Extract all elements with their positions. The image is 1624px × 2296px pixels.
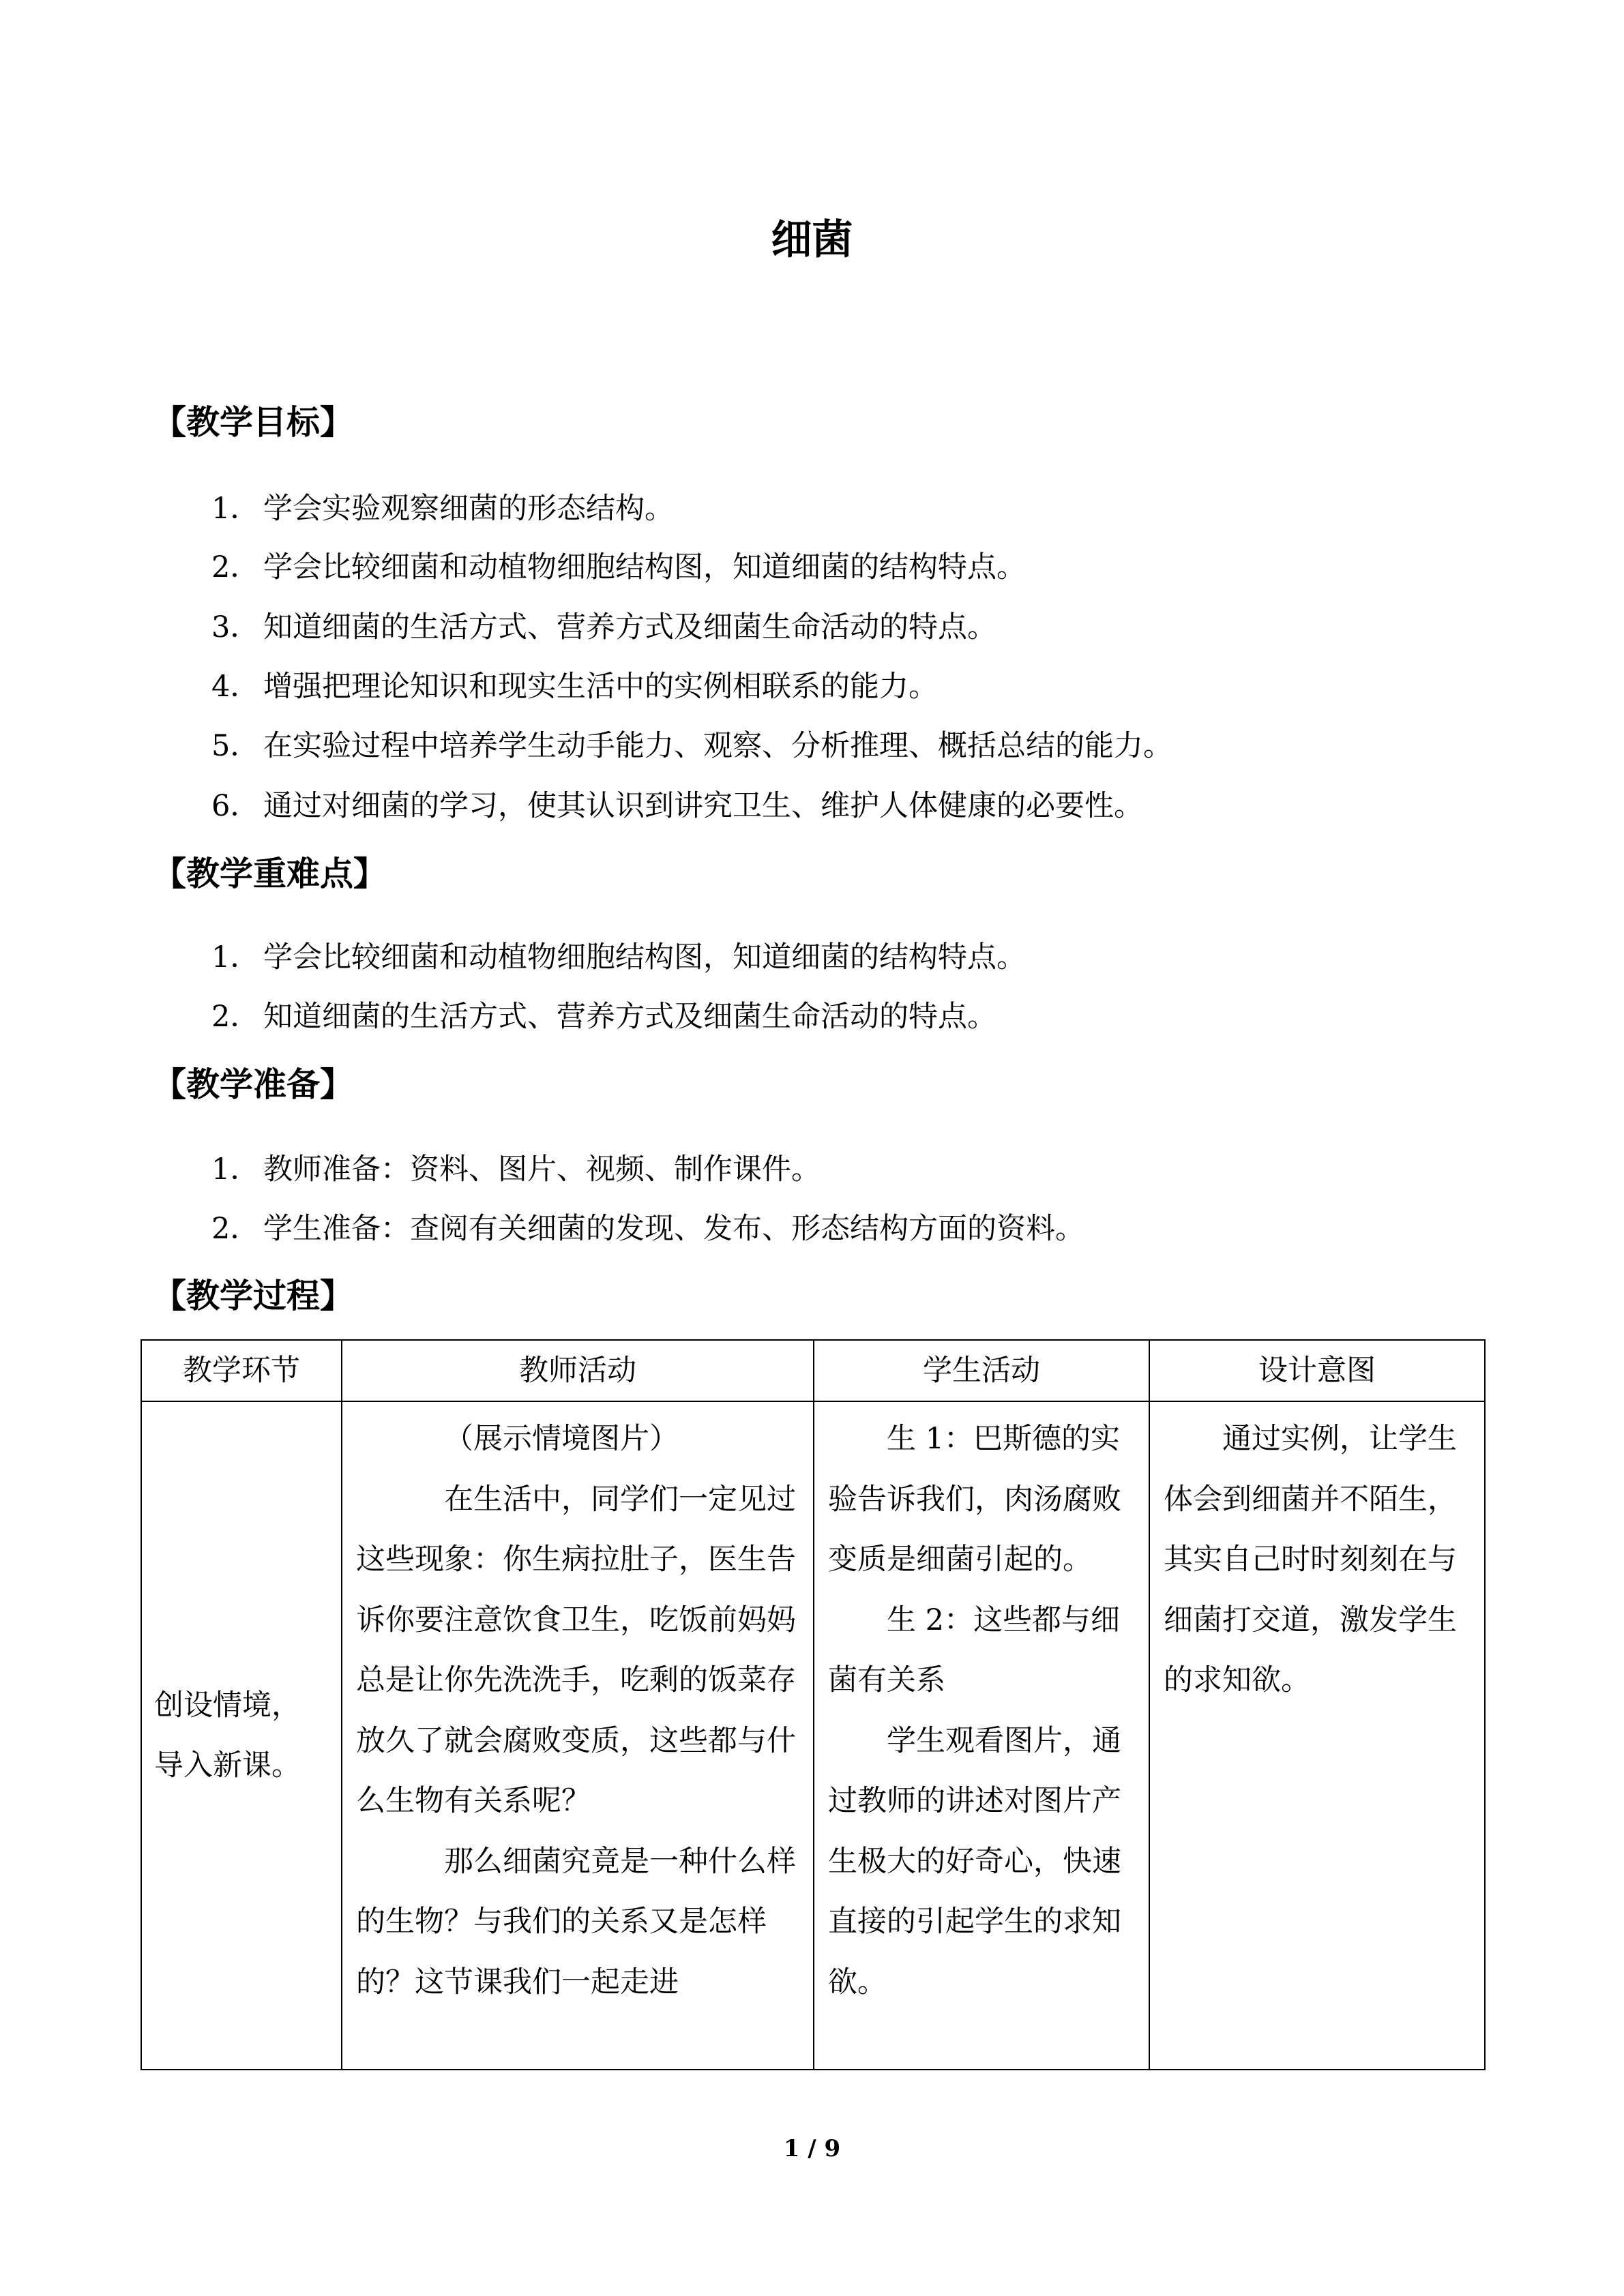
teacher-activity-paragraph: 那么细菌究竟是一种什么样的生物？与我们的关系又是怎样的？这节课我们一起走进	[356, 1844, 796, 1999]
item-text: 知道细菌的生活方式、营养方式及细菌生命活动的特点。	[263, 1000, 996, 1034]
table-row	[141, 1401, 1485, 2070]
student-activity-paragraph: 学生观看图片，通过教师的讲述对图片产生极大的好奇心，快速直接的引起学生的求知欲。	[828, 1723, 1121, 1999]
table-header-row	[141, 1340, 1485, 1401]
preparation-item	[211, 1208, 1084, 1249]
item-number: 3．	[211, 610, 260, 644]
objective-item	[211, 666, 938, 707]
item-number: 1．	[211, 940, 260, 974]
key-point-item	[211, 937, 1026, 978]
item-number: 6．	[211, 789, 260, 823]
column-header-student-activity: 学生活动	[814, 1340, 1149, 1401]
item-text: 通过对细菌的学习，使其认识到讲究卫生、维护人体健康的必要性。	[263, 789, 1143, 823]
document-title: 细菌	[771, 216, 853, 264]
objective-item	[211, 726, 1172, 766]
column-header-design-intent: 设计意图	[1149, 1340, 1485, 1401]
item-text: 知道细菌的生活方式、营养方式及细菌生命活动的特点。	[263, 610, 996, 644]
column-header-stage: 教学环节	[141, 1340, 342, 1401]
item-text: 学会比较细菌和动植物细胞结构图，知道细菌的结构特点。	[263, 550, 1026, 584]
item-number: 2．	[211, 1000, 260, 1034]
column-header-teacher-activity: 教师活动	[342, 1340, 814, 1401]
teacher-activity-paragraph: 在生活中，同学们一定见过这些现象：你生病拉肚子，医生告诉你要注意饮食卫生，吃饭前妈妈总是让你先洗洗手，吃剩的饭菜存放久了就会腐败变质，这些都与什么生物有关系呢？	[356, 1482, 796, 1818]
stage-text: 创设情境，导入新课。	[154, 1688, 301, 1783]
section-heading-preparation: 【教学准备】	[153, 1065, 354, 1104]
section-heading-process: 【教学过程】	[153, 1277, 354, 1315]
design-intent-paragraph: 通过实例，让学生体会到细菌并不陌生，其实自己时时刻刻在与细菌打交道，激发学生的求知欲。	[1164, 1422, 1457, 1697]
item-text: 学生准备：查阅有关细菌的发现、发布、形态结构方面的资料。	[263, 1212, 1084, 1246]
key-point-item	[211, 996, 996, 1037]
preparation-item	[211, 1149, 821, 1190]
item-text: 教师准备：资料、图片、视频、制作课件。	[263, 1152, 821, 1187]
objective-item	[211, 547, 1026, 588]
teacher-activity-paragraph: （展示情境图片）	[444, 1422, 679, 1456]
item-number: 1．	[211, 492, 260, 526]
student-activity-paragraph: 生 1：巴斯德的实验告诉我们，肉汤腐败变质是细菌引起的。	[828, 1422, 1121, 1577]
teacher-activity-cell	[342, 1401, 814, 2070]
stage-cell	[141, 1401, 342, 2070]
item-text: 学会比较细菌和动植物细胞结构图，知道细菌的结构特点。	[263, 940, 1026, 974]
item-number: 5．	[211, 729, 260, 763]
objective-item	[211, 786, 1143, 826]
objective-item	[211, 488, 674, 529]
page-number: 1 / 9	[783, 2135, 841, 2162]
item-text: 增强把理论知识和现实生活中的实例相联系的能力。	[263, 670, 938, 704]
item-text: 学会实验观察细菌的形态结构。	[263, 492, 674, 526]
section-heading-key-points: 【教学重难点】	[153, 854, 387, 893]
design-intent-cell	[1149, 1401, 1485, 2070]
item-number: 2．	[211, 1212, 260, 1246]
item-number: 1．	[211, 1152, 260, 1187]
section-heading-objectives: 【教学目标】	[153, 403, 354, 442]
student-activity-cell	[814, 1401, 1149, 2070]
item-text: 在实验过程中培养学生动手能力、观察、分析推理、概括总结的能力。	[263, 729, 1172, 763]
teaching-process-table	[141, 1339, 1486, 2070]
item-number: 2．	[211, 550, 260, 584]
item-number: 4．	[211, 670, 260, 704]
student-activity-paragraph: 生 2：这些都与细菌有关系	[828, 1602, 1121, 1697]
objective-item	[211, 607, 996, 648]
